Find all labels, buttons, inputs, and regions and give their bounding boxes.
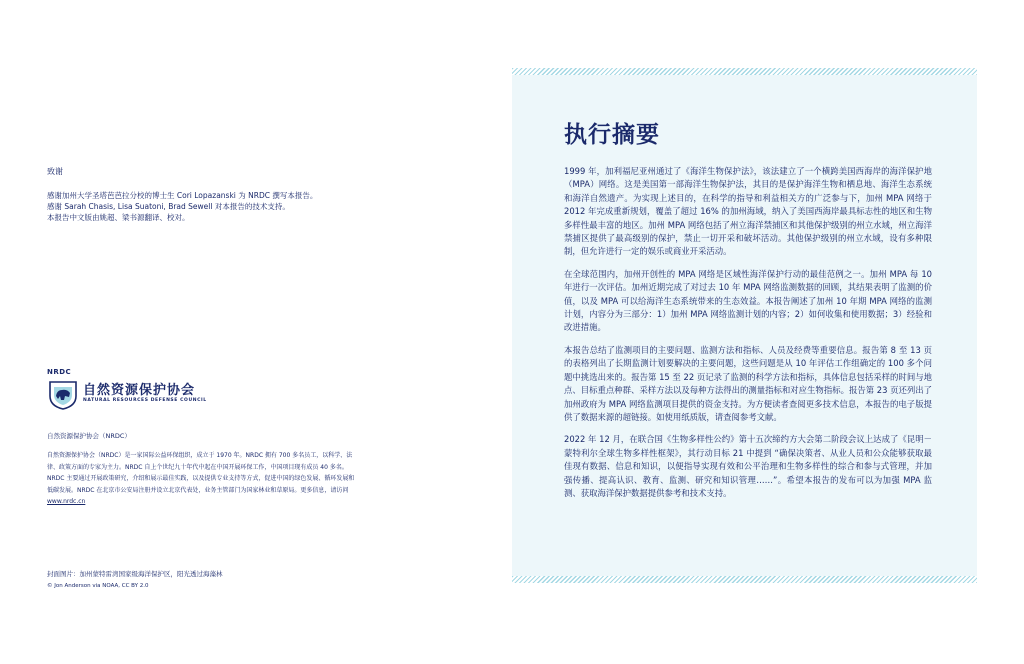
logo-name-english: NATURAL RESOURCES DEFENSE COUNCIL bbox=[83, 398, 207, 403]
polar-bear-icon bbox=[47, 378, 79, 410]
panel-top-stripe bbox=[512, 68, 977, 75]
logo-abbreviation: NRDC bbox=[47, 368, 72, 376]
summary-paragraph: 在全球范围内，加州开创性的 MPA 网络是区域性海洋保护行动的最佳范例之一。加州 MPA 每 10 年进行一次评估。加州近期完成了对过去 10 年 MPA 网络监测数据的回顾，其结果表明了监测的价值，以及 MPA 可以给海洋生态系统带来的生态效益。本报告阐述了加州 10 年期 MPA 网络的监测计划，内容分为三部分：1）加州 MPA 网络监测计划的内容；2）如何收集和使用数据；3）经验和改进措施。 bbox=[564, 268, 932, 333]
executive-summary-body bbox=[564, 165, 932, 509]
executive-summary-title: 执行摘要 bbox=[564, 122, 660, 148]
panel-bottom-stripe bbox=[512, 576, 977, 583]
acknowledgements-body bbox=[47, 190, 367, 223]
org-description bbox=[47, 450, 357, 508]
summary-paragraph: 1999 年，加利福尼亚州通过了《海洋生物保护法》，该法建立了一个横跨美国西海岸的海洋保护地（MPA）网络。这是美国第一部海洋生物保护法，其目的是保护海洋生物和栖息地、海洋生态系统和海洋自然遗产。为实现上述目的，在科学的指导和利益相关方的广泛参与下，加州 MPA 网络于 2012 年完成重新规划，覆盖了超过 16% 的加州海域，纳入了美国西海岸最具标志性的地区和生物多样性最丰富的地区。加州 MPA 网络包括了州立海洋禁捕区和其他保护级别的州立水域，州立海洋禁捕区提供了最高级别的保护，禁止一切开采和破坏活动。其他保护级别的州立水域，设有多种限制，但允许进行一定的娱乐或商业开采活动。 bbox=[564, 166, 932, 257]
acknowledgement-line: 感谢 Sarah Chasis, Lisa Suatoni, Brad Sewell 对本报告的技术支持。 bbox=[47, 202, 290, 211]
summary-paragraph: 2022 年 12 月，在联合国《生物多样性公约》第十五次缔约方大会第二阶段会议上达成了《昆明－蒙特利尔全球生物多样性框架》，其行动目标 21 中提到 “确保决策者、从业人员和公众能够获取最佳现有数据、信息和知识，以便指导实现有效和公平治理和生物多样性的综合和参与式管理，并加强传播、提高认识、教育、监测、研究和知识管理……”。希望本报告的发布可以为加强 MPA 监测、获取海洋保护数据提供参考和技术支持。 bbox=[564, 434, 932, 498]
acknowledgement-line: 本报告中文版由姚超、梁书源翻译、校对。 bbox=[47, 213, 190, 222]
website-link[interactable]: www.nrdc.cn bbox=[47, 498, 86, 505]
nrdc-logo bbox=[47, 368, 247, 416]
acknowledgement-line: 感谢加州大学圣塔芭芭拉分校的博士生 Cori Lopazanski 为 NRDC 撰写本报告。 bbox=[47, 191, 318, 200]
summary-paragraph: 本报告总结了监测项目的主要问题、监测方法和指标、人员及经费等重要信息。报告第 8 至 13 页的表格列出了长期监测计划要解决的主要问题，这些问题是从 10 年评估工作组确定的 100 多个问题中挑选出来的。报告第 15 至 22 页记录了监测的科学方法和指标，具体信息包括采样的时间与地点、目标重点种群、采样方法以及每种方法得出的测量指标和对应生物指标。报告第 23 页还列出了加州政府为 MPA 网络监测项目提供的资金支持。为方便读者查阅更多技术信息，本报告的电子版提供了数据来源的超链接。如使用纸质版，请查阅参考文献。 bbox=[564, 344, 932, 422]
cover-credit bbox=[47, 568, 223, 592]
org-heading: 自然资源保护协会（NRDC） bbox=[47, 432, 131, 440]
cover-caption: 封面图片：加州蒙特雷湾国家级海洋保护区，阳光透过海藻林 bbox=[47, 570, 223, 578]
logo-name-chinese: 自然资源保护协会 bbox=[83, 383, 196, 398]
photo-credit: © Jon Anderson via NOAA, CC BY 2.0 bbox=[47, 583, 149, 589]
acknowledgements-heading: 致谢 bbox=[47, 167, 63, 176]
org-description-text: 自然资源保护协会（NRDC）是一家国际公益环保组织，成立于 1970 年。NRDC 拥有 700 多名员工，以科学、法律、政策方面的专家为主力。NRDC 自上个世纪九十年代中起在中国开展环保工作，中国项目现有成员 40 多名。NRDC 主要通过开展政策研究，介绍和展示最佳实践，以及提供专业支持等方式，促进中国的绿色发展、循环发展和低碳发展。NRDC 在北京市公安局注册并设立北京代表处，业务主管部门为国家林业和草原局。更多信息，请访问 bbox=[47, 452, 355, 494]
